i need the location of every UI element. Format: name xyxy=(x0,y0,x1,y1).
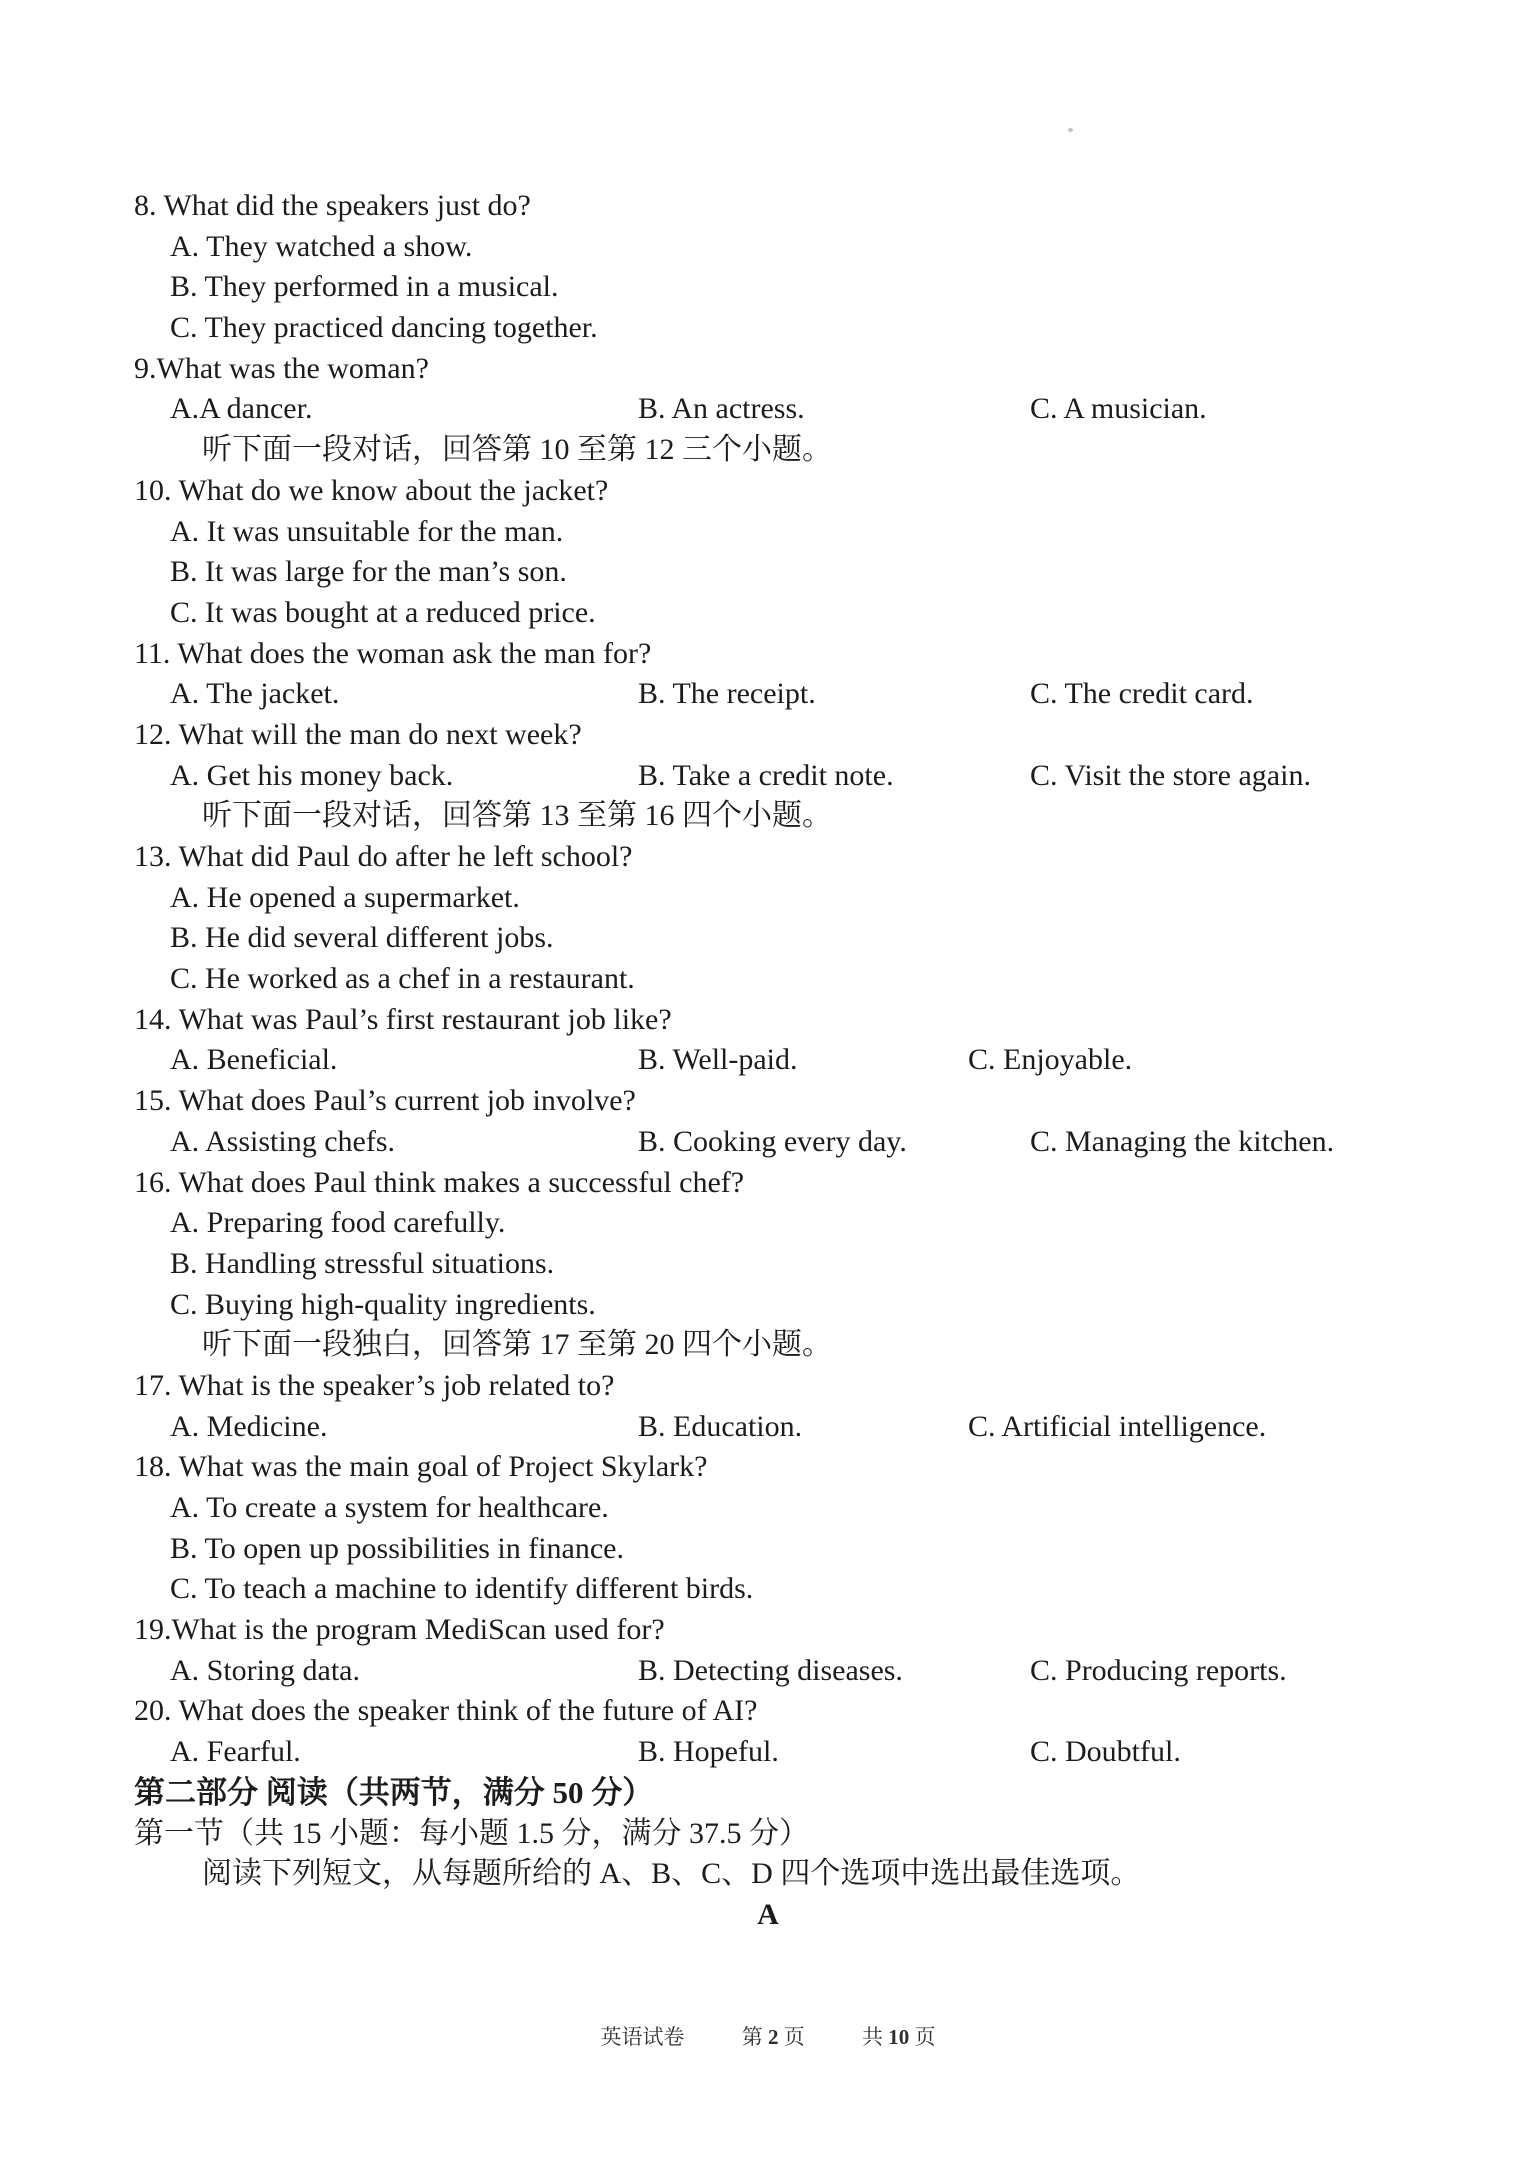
question-line: 16. What does Paul think makes a successful chef? xyxy=(134,1165,745,1199)
option-c: C. Producing reports. xyxy=(1030,1653,1287,1687)
option-line: A. He opened a supermarket. xyxy=(170,880,520,914)
cn-instruction-line: 听下面一段对话，回答第 13 至第 16 四个小题。 xyxy=(202,799,832,833)
option-b: B. Cooking every day. xyxy=(638,1124,907,1158)
question-line: 13. What did Paul do after he left school? xyxy=(134,840,633,873)
option-b: B. An actress. xyxy=(638,392,805,426)
options-row xyxy=(0,1040,1536,1081)
option-b: B. Hopeful. xyxy=(638,1735,779,1769)
question-line: 10. What do we know about the jacket? xyxy=(134,473,609,507)
option-b: B. Education. xyxy=(638,1409,803,1443)
question-line: 17. What is the speaker’s job related to? xyxy=(134,1368,615,1402)
option-line: B. He did several different jobs. xyxy=(170,921,554,955)
footer-total-suffix: 页 xyxy=(914,2025,936,2049)
question-line: 14. What was Paul’s first restaurant job like? xyxy=(134,1002,672,1036)
option-a: A. Get his money back. xyxy=(170,758,454,792)
option-line: B. Handling stressful situations. xyxy=(170,1246,555,1280)
footer-page xyxy=(742,2025,805,2049)
passage-a-label: A xyxy=(757,1897,779,1931)
option-a: A. Fearful. xyxy=(170,1735,301,1769)
option-c: C. Doubtful. xyxy=(1030,1735,1181,1769)
option-line: A. Preparing food carefully. xyxy=(170,1206,506,1240)
part2-header: 第二部分 阅读（共两节，满分 50 分） xyxy=(134,1774,654,1810)
footer-page-suffix: 页 xyxy=(783,2025,805,2049)
content xyxy=(0,186,1536,1936)
option-line: C. It was bought at a reduced price. xyxy=(170,595,596,629)
option-a: A. Beneficial. xyxy=(170,1043,338,1077)
question-line: 19.What is the program MediScan used for? xyxy=(134,1613,665,1647)
options-row xyxy=(0,1651,1536,1692)
page-footer xyxy=(0,2022,1536,2052)
options-row xyxy=(0,389,1536,430)
question-line: 15. What does Paul’s current job involve? xyxy=(134,1084,636,1118)
option-line: C. To teach a machine to identify different birds. xyxy=(170,1572,754,1606)
option-line: C. He worked as a chef in a restaurant. xyxy=(170,962,635,996)
option-c: C. Enjoyable. xyxy=(968,1043,1133,1077)
option-c: C. Artificial intelligence. xyxy=(968,1409,1267,1443)
scan-speck xyxy=(1068,128,1073,132)
option-line: A. They watched a show. xyxy=(170,229,473,263)
option-b: B. Detecting diseases. xyxy=(638,1653,903,1687)
option-b: B. Well-paid. xyxy=(638,1043,798,1077)
section1-note: 第一节（共 15 小题：每小题 1.5 分，满分 37.5 分） xyxy=(134,1816,809,1850)
option-a: A.A dancer. xyxy=(170,392,313,426)
footer-total xyxy=(862,2025,936,2049)
option-a: A. Storing data. xyxy=(170,1653,360,1687)
option-line: B. They performed in a musical. xyxy=(170,270,559,304)
option-a: A. The jacket. xyxy=(170,677,340,711)
cn-instruction-line: 听下面一段独白，回答第 17 至第 20 四个小题。 xyxy=(202,1328,832,1362)
question-line: 9.What was the woman? xyxy=(134,351,429,385)
option-b: B. Take a credit note. xyxy=(638,758,894,792)
option-a: A. Assisting chefs. xyxy=(170,1124,395,1158)
options-row xyxy=(0,1732,1536,1773)
cn-instruction-line: 阅读下列短文，从每题所给的 A、B、C、D 四个选项中选出最佳选项。 xyxy=(202,1857,1141,1891)
question-line: 20. What does the speaker think of the future of AI? xyxy=(134,1694,758,1728)
option-line: B. It was large for the man’s son. xyxy=(170,555,567,589)
cn-instruction-line: 听下面一段对话，回答第 10 至第 12 三个小题。 xyxy=(202,433,832,467)
option-b: B. The receipt. xyxy=(638,677,816,711)
options-row xyxy=(0,756,1536,797)
footer-total-prefix: 共 xyxy=(862,2025,883,2049)
footer-doc-title: 英语试卷 xyxy=(600,2025,685,2049)
option-line: C. Buying high-quality ingredients. xyxy=(170,1287,596,1321)
question-line: 18. What was the main goal of Project Skylark? xyxy=(134,1450,708,1484)
option-c: C. Visit the store again. xyxy=(1030,758,1311,792)
question-line: 12. What will the man do next week? xyxy=(134,717,582,751)
footer-total-pages: 10 xyxy=(888,2025,910,2049)
option-c: C. A musician. xyxy=(1030,392,1207,426)
options-row xyxy=(0,1407,1536,1448)
option-line: B. To open up possibilities in finance. xyxy=(170,1531,624,1565)
question-line: 8. What did the speakers just do? xyxy=(134,189,531,222)
option-c: C. The credit card. xyxy=(1030,677,1254,711)
footer-page-number: 2 xyxy=(768,2025,779,2049)
option-c: C. Managing the kitchen. xyxy=(1030,1124,1335,1158)
footer-page-prefix: 第 xyxy=(741,2025,763,2049)
option-line: C. They practiced dancing together. xyxy=(170,311,598,345)
question-line: 11. What does the woman ask the man for? xyxy=(134,636,652,670)
option-line: A. It was unsuitable for the man. xyxy=(170,514,564,548)
option-a: A. Medicine. xyxy=(170,1409,328,1443)
options-row xyxy=(0,674,1536,715)
option-line: A. To create a system for healthcare. xyxy=(170,1491,609,1524)
options-row xyxy=(0,1122,1536,1163)
